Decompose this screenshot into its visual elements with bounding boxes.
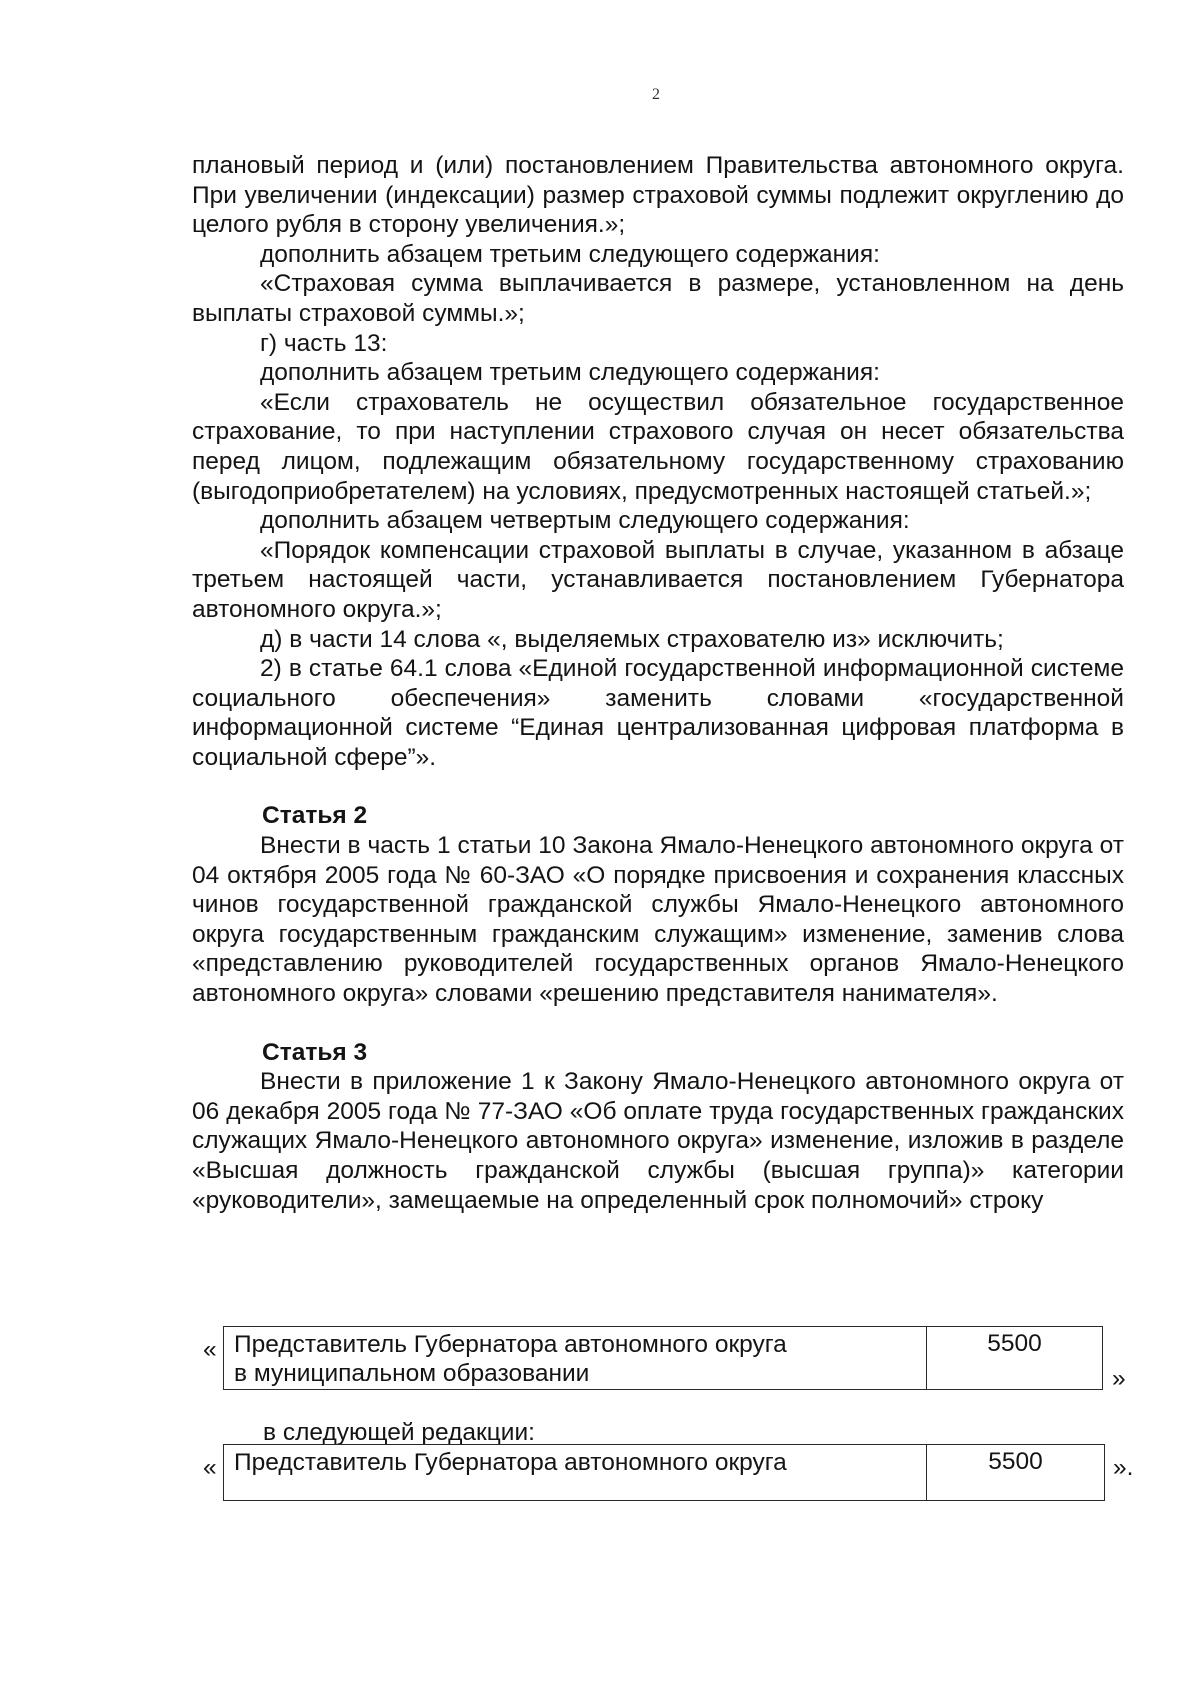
table-row [223, 1326, 1103, 1390]
old-row-table [203, 1326, 1143, 1396]
position-cell: Представитель Губернатора автономного округа [224, 1445, 927, 1500]
table-row [223, 1444, 1105, 1501]
position-line-2: в муниципальном образовании [234, 1360, 590, 1387]
value-cell: 5500 [988, 1448, 1043, 1475]
page-number: 2 [652, 86, 660, 103]
paragraph: дополнить абзацем третьим следующего содержания: [260, 359, 880, 387]
paragraph: «Страховая сумма выплачивается в размере, установленном на день выплаты страховой суммы.»; [192, 270, 1124, 327]
paragraph: г) часть 13: [260, 329, 388, 357]
open-quote: « [203, 1336, 217, 1363]
paragraph: д) в части 14 слова «, выделяемых страхователю из» исключить; [260, 625, 1004, 653]
article-2-text: Внести в часть 1 статьи 10 Закона Ямало-Ненецкого автономного округа от 04 октября 2005 года № 60-ЗАО «О порядке присвоения и сохранения классных чинов государственной гражданской службы Ямало-Ненецкого автономного округа государственным гражданским служащим» изменение, заменив слова «представлению руководителей государственных органов Ямало-Ненецкого автономного округа» словами «решению представителя нанимателя». [192, 832, 1124, 1008]
document-body [192, 151, 1124, 1215]
article-3-heading: Статья 3 [262, 1038, 368, 1066]
close-quote: » [1112, 1365, 1126, 1392]
article-3-text: Внести в приложение 1 к Закону Ямало-Ненецкого автономного округа от 06 декабря 2005 года № 77-ЗАО «Об оплате труда государственных гражданских служащих Ямало-Ненецкого автономного округа» изменение, изложив в разделе «Высшая должность гражданской службы (высшая группа)» категории «руководители», замещаемые на определенный срок полномочий» строку [192, 1068, 1124, 1214]
close-quote: ». [1113, 1454, 1134, 1481]
paragraph: 2) в статье 64.1 слова «Единой государственной информационной системе социального обеспечения» заменить словами «государственной информационной системе “Единая централизованная цифровая платформа в социальной сфере”». [192, 655, 1124, 771]
paragraph: «Если страхователь не осуществил обязательное государственное страхование, то при наступлении страхового случая он несет обязательства перед лицом, подлежащим обязательному государственному страхованию (выгодоприобретателем) на условиях, предусмотренных настоящей статьей.»; [192, 388, 1124, 505]
paragraph: «Порядок компенсации страховой выплаты в случае, указанном в абзаце третьем настоящей части, устанавливается постановлением Губернатора автономного округа.»; [192, 536, 1124, 623]
position-cell [224, 1327, 927, 1389]
position-line-1: Представитель Губернатора автономного округа [234, 1331, 787, 1358]
paragraph: дополнить абзацем третьим следующего содержания: [260, 240, 880, 268]
value-cell: 5500 [987, 1330, 1042, 1357]
paragraph: дополнить абзацем четвертым следующего содержания: [260, 507, 910, 535]
redaction-label: в следующей редакции: [263, 1419, 535, 1446]
article-2-heading: Статья 2 [262, 802, 368, 830]
paragraph: плановый период и (или) постановлением Правительства автономного округа. При увеличении (индексации) размер страховой суммы подлежит округлению до целого рубля в сторону увеличения.»; [192, 152, 1124, 239]
new-row-table [203, 1444, 1143, 1504]
open-quote: « [203, 1454, 217, 1481]
